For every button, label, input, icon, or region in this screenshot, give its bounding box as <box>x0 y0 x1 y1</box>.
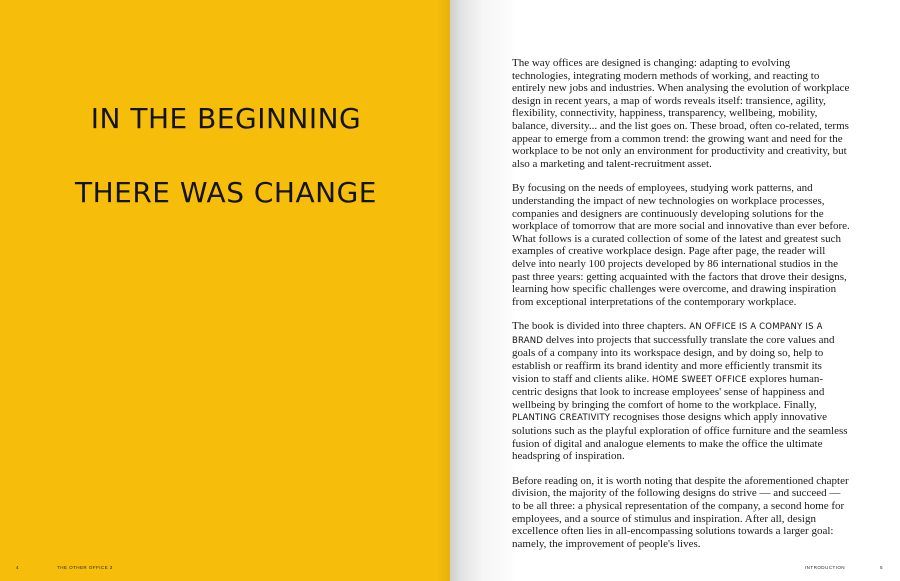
paragraph-3-text-2: explores human-centric designs that look to increase employees' sense of happiness and wellbeing by bringing the comfort of home to the workplace. Finally, <box>512 372 825 411</box>
headline-line-2: THERE WAS CHANGE <box>75 176 377 209</box>
chapter-name-3: PLANTING CREATIVITY <box>512 413 611 424</box>
paragraph-2: By focusing on the needs of employees, studying work patterns, and understanding the impact of new technologies on workplace processes, companies and designers are continuously developing solutions for the workplace of tomorrow that are more social and innovative than ever before. What follows is a curated collection of some of the latest and greatest such examples of creative workplace design. Page after page, the reader will delve into nearly 100 projects developed by 86 international studios in the past three years: getting acquainted with the factors that drove their designs, learning how specific challenges were overcome, and drawing inspiration from exceptional interpretations of the contemporary workplace. <box>512 182 850 308</box>
right-running-title: INTRODUCTION <box>805 565 846 570</box>
paragraph-3 <box>512 320 850 463</box>
paragraph-3-text-1: delves into projects that successfully translate the core values and goals of a company into its workspace design, and by doing so, help to establish or reaffirm its brand identity and more efficiently transmit its vision to staff and clients alike. <box>512 333 835 385</box>
paragraph-3-text-3: recognises those designs which apply innovative solutions such as the playful exploration of office furniture and the seamless fusion of digital and analogue elements to make the office the ultimate headspring of inspiration. <box>512 411 848 463</box>
right-page-number: 5 <box>880 565 883 570</box>
left-page-number: 4 <box>16 565 19 570</box>
paragraph-1: The way offices are designed is changing: adapting to evolving technologies, integrating modern methods of working, and reacting to entirely new jobs and industries. When analysing the evolution of workplace design in recent years, a map of words reveals itself: transience, agility, flexibility, connectivity, happiness, transparency, wellbeing, mobility, balance, diversity... and the list goes on. These broad, often co-related, terms appear to emerge from a common trend: the growing want and need for the workplace to be not only an environment for productivity and creativity, but also a marketing and talent-recruitment asset. <box>512 57 850 170</box>
paragraph-3-intro: The book is divided into three chapters. <box>512 320 690 333</box>
spine-shadow <box>436 0 450 581</box>
chapter-name-1: AN OFFICE IS A COMPANY IS A BRAND <box>512 322 823 346</box>
left-running-title: THE OTHER OFFICE 3 <box>57 565 113 570</box>
headline-line-1: IN THE BEGINNING <box>90 102 362 135</box>
paragraph-4: Before reading on, it is worth noting that despite the aforementioned chapter division, the majority of the following designs do strive — and succeed — to be all three: a physical representation of the company, a second home for employees, and a source of stimulus and inspiration. After all, design excellence often lies in all-encompassing solutions towards a larger goal: namely, the improvement of people's lives. <box>512 474 849 550</box>
body-text <box>512 57 850 562</box>
chapter-name-2: HOME SWEET OFFICE <box>652 374 747 385</box>
